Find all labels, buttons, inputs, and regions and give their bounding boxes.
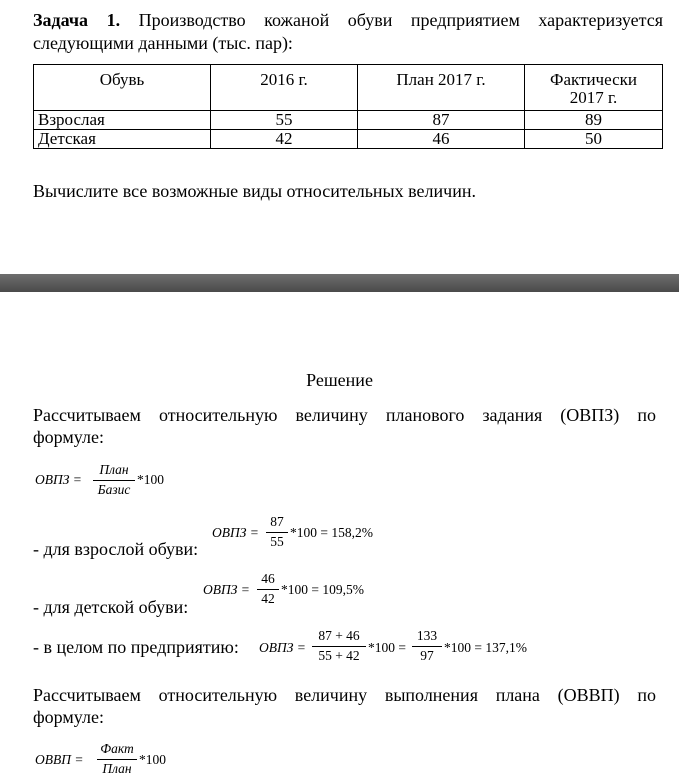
- adult-label: - для взрослой обуви:: [33, 539, 199, 559]
- formula-lhs: ОВПЗ =: [259, 640, 306, 655]
- data-table: [33, 64, 663, 149]
- formula-lhs: ОВВП =: [35, 752, 84, 767]
- table-cell: Взрослая: [34, 111, 211, 130]
- formula-fraction: [312, 628, 366, 664]
- task-text-1: Производство кожаной обуви предприятием характеризуется: [138, 10, 663, 30]
- fraction-bar: [93, 480, 135, 481]
- table-row: [34, 111, 663, 130]
- table-cell: Детская: [34, 130, 211, 149]
- formula-lhs: ОВПЗ =: [212, 525, 259, 540]
- fraction-bar: [312, 646, 366, 647]
- formula-denominator: 97: [420, 648, 434, 663]
- total-label: - в целом по предприятию:: [33, 637, 239, 657]
- formula-denominator: 55: [270, 534, 284, 549]
- formula-fraction: [97, 741, 137, 777]
- task-line-1: [33, 9, 663, 31]
- fraction-bar: [257, 589, 279, 590]
- table-cell: 89: [525, 111, 663, 130]
- table-row: [34, 130, 663, 149]
- header-cell: План 2017 г.: [358, 65, 525, 111]
- formula-denominator: Базис: [97, 482, 131, 497]
- formula-tail: *100: [139, 752, 166, 767]
- solution-title: Решение: [306, 370, 373, 390]
- fraction-bar: [412, 646, 442, 647]
- formula-denominator: План: [102, 761, 132, 776]
- formula-numerator: 133: [416, 628, 438, 643]
- task-line-2: следующими данными (тыс. пар):: [33, 33, 293, 53]
- header-cell: Обувь: [34, 65, 211, 111]
- formula-lhs: ОВПЗ =: [203, 582, 250, 597]
- formula-fraction: [266, 514, 288, 550]
- formula-tail: *100 = 158,2%: [290, 525, 373, 540]
- formula-tail: *100 = 109,5%: [281, 582, 364, 597]
- fraction-bar: [266, 532, 288, 533]
- formula-denominator: 55 + 42: [318, 648, 360, 663]
- formula-tail: *100 = 137,1%: [444, 640, 527, 655]
- task-label: Задача 1.: [33, 10, 121, 30]
- formula-numerator: План: [99, 462, 129, 477]
- table-cell: 55: [211, 111, 358, 130]
- formula-denominator: 42: [261, 591, 275, 606]
- ovpz-intro-line-1: Рассчитываем относительную величину планового задания (ОВПЗ) по: [33, 405, 656, 425]
- formula-numerator: 46: [261, 571, 275, 586]
- formula-fraction: [93, 462, 135, 498]
- child-label: - для детской обуви:: [33, 597, 189, 617]
- formula-fraction: [412, 628, 442, 664]
- formula-numerator: 87 + 46: [318, 628, 360, 643]
- formula-mid: *100 =: [368, 640, 406, 655]
- page-divider: [0, 274, 679, 292]
- formula-numerator: Факт: [100, 741, 134, 756]
- formula-tail: *100: [137, 472, 164, 487]
- table-cell: 50: [525, 130, 663, 149]
- fraction-bar: [97, 759, 137, 760]
- table-cell: 42: [211, 130, 358, 149]
- formula-numerator: 87: [270, 514, 284, 529]
- table-header-row: [34, 65, 663, 111]
- formula-fraction: [257, 571, 279, 607]
- table-cell: 87: [358, 111, 525, 130]
- ovpz-intro-line-2: формуле:: [33, 427, 104, 447]
- ovvp-intro-line-1: Рассчитываем относительную величину выполнения плана (ОВВП) по: [33, 685, 656, 705]
- question-text: Вычислите все возможные виды относительных величин.: [33, 181, 476, 201]
- header-cell: Фактически 2017 г.: [525, 65, 663, 111]
- table-cell: 46: [358, 130, 525, 149]
- formula-lhs: ОВПЗ =: [35, 472, 82, 487]
- header-cell: 2016 г.: [211, 65, 358, 111]
- ovvp-intro-line-2: формуле:: [33, 707, 104, 727]
